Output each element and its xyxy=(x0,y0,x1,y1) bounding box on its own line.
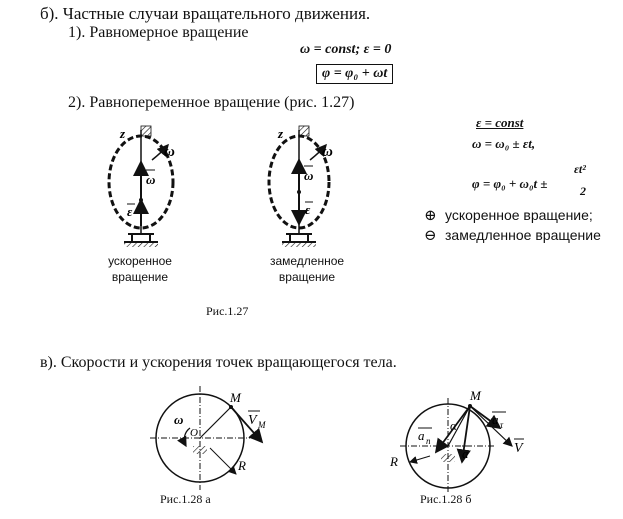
case2-formula-phi-denominator: 2 xyxy=(580,184,586,198)
case1-boxed-formula: φ = φ₀ + ωt xyxy=(316,64,393,84)
fig128b-diagram xyxy=(389,388,524,494)
fig127-caption: Рис.1.27 xyxy=(206,304,249,318)
fig127-right-label-omega: ω xyxy=(322,144,333,160)
fig128a-label-omega: ω xyxy=(174,412,184,427)
fig128b-label-R: R xyxy=(390,454,398,469)
fig128a-diagram xyxy=(150,386,266,490)
fig128a-label-VM-sub: M xyxy=(258,420,266,430)
fig127-right-caption-line2: вращение xyxy=(278,270,336,284)
fig127-left-label-eps-vec: ε xyxy=(127,204,133,219)
fig128a-label-R: R xyxy=(238,458,246,473)
fig128b-caption: Рис.1.28 б xyxy=(420,492,472,506)
case2-formula-omega: ω = ω₀ ± εt, xyxy=(472,136,536,151)
fig127-left-diagram xyxy=(109,126,175,247)
legend-decelerated: замедленное вращение xyxy=(445,227,601,243)
case2-title: 2). Равнопеременное вращение (рис. 1.27) xyxy=(68,94,355,111)
fig127-right-label-omega-vec: ω xyxy=(304,168,314,183)
fig128b-label-an: a xyxy=(418,428,425,443)
case2-formula-eps: ε = const xyxy=(476,115,524,130)
fig127-right-caption-line1: замедленное xyxy=(269,254,345,268)
section-b-title: б). Частные случаи вращательного движения. xyxy=(40,4,371,23)
case2-formula-phi: φ = φ₀ + ω₀t ± xyxy=(472,176,548,191)
fig127-right-label-eps-vec: ε xyxy=(305,202,311,217)
fig127-left-top-bearing xyxy=(141,126,151,136)
fig127-right-label-z: z xyxy=(278,126,284,141)
fig128a-label-VM: V xyxy=(248,413,257,428)
fig128b-label-alpha: α xyxy=(450,418,457,433)
fig127-left-label-z: z xyxy=(120,126,126,141)
fig128b-label-an-sub: n xyxy=(426,436,431,446)
fig128b-label-M: M xyxy=(470,388,481,403)
fig127-right-diagram xyxy=(269,126,333,247)
fig128a-label-O: O xyxy=(190,427,198,439)
fig128b-label-V: V xyxy=(514,441,523,456)
fig128a-label-M: M xyxy=(230,390,241,405)
fig127-left-bottom-bearing xyxy=(124,234,158,242)
minus-circle-icon: ⊖ xyxy=(424,228,437,244)
case1-conditions: ω = const; ε = 0 xyxy=(300,42,392,57)
fig128b-label-atau: a xyxy=(492,412,499,427)
fig128b-label-a: a xyxy=(462,446,469,461)
legend-accelerated: ускоренное вращение; xyxy=(445,207,593,223)
fig128a-radius xyxy=(200,407,231,438)
fig127-left-label-omega-vec: ω xyxy=(146,172,156,187)
plus-circle-icon: ⊕ xyxy=(424,208,437,224)
case2-formula-phi-numerator: εt² xyxy=(574,162,586,176)
section-v-title: в). Скорости и ускорения точек вращающегося тела. xyxy=(40,354,397,371)
case1-title: 1). Равномерное вращение xyxy=(68,24,249,41)
fig128a-caption: Рис.1.28 а xyxy=(160,492,211,506)
fig128b-label-atau-sub: τ xyxy=(500,420,504,430)
fig127-left-caption-line2: вращение xyxy=(111,270,169,284)
fig127-left-label-omega: ω xyxy=(164,144,175,160)
fig127-left-caption-line1: ускоренное xyxy=(108,254,172,268)
